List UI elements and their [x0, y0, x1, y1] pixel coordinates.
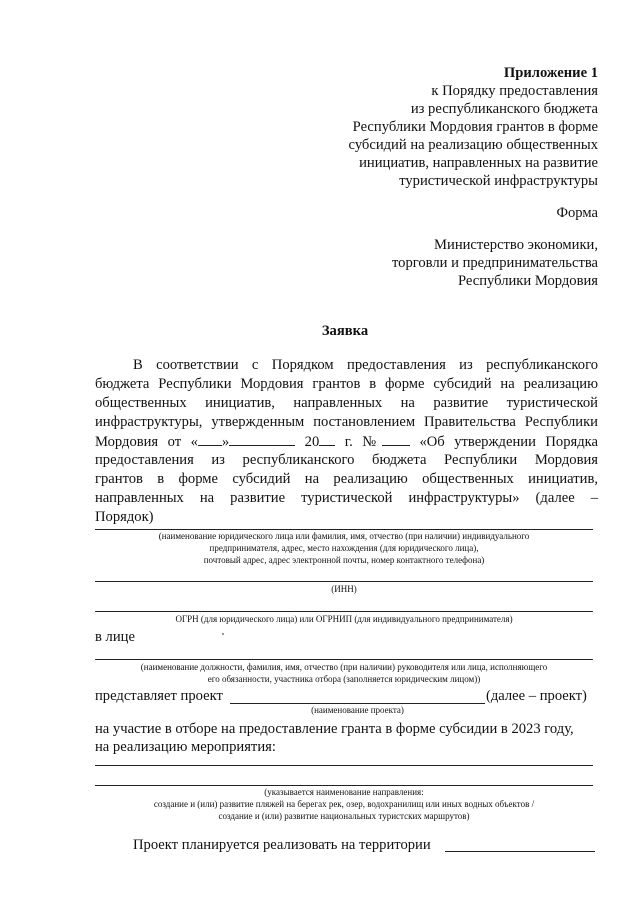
intro-number-label: г. №: [344, 434, 382, 450]
direction-caption: (указывается наименование направления:: [264, 787, 424, 797]
applicant-caption: почтовый адрес, адрес электронной почты, номер контактного телефона): [203, 555, 485, 565]
inn-caption: (ИНН): [331, 584, 357, 594]
addressee-line: торговли и предпринимательства: [391, 255, 598, 271]
intro-line: общественных инициатив, направленных на развитие туристической: [95, 395, 598, 411]
direction-caption: создание и (или) развитие пляжей на берегах рек, озер, водохранилищ или иных водных объектов /: [153, 799, 535, 809]
intro-year-prefix: 20: [304, 434, 320, 450]
project-caption: (наименование проекта): [311, 705, 404, 715]
intro-decree-title: «Об утверждении Порядка: [419, 434, 598, 450]
addressee-line: Министерство экономики,: [434, 237, 598, 253]
appendix-line: субсидий на реализацию общественных: [348, 137, 598, 153]
applicant-caption: предпринимателя, адрес, место нахождения (для юридического лица),: [209, 543, 479, 553]
month-blank[interactable]: [229, 432, 295, 446]
in-person-label: в лице: [95, 629, 135, 645]
intro-date-quote: »: [221, 434, 230, 450]
intro-line: В соответствии с Порядком предоставления из республиканского: [133, 357, 598, 373]
direction-caption: создание и (или) развитие национальных туристских маршрутов): [218, 811, 470, 821]
document-title: Заявка: [321, 323, 369, 339]
intro-line: предоставления из республиканского бюджета Республики Мордовия: [95, 452, 598, 468]
appendix-line: Республики Мордовия грантов в форме: [352, 119, 598, 135]
intro-date-prefix: Мордовия от «: [95, 434, 198, 450]
scan-speck: [222, 633, 224, 635]
representative-caption: (наименование должности, фамилия, имя, отчество (при наличии) руководителя или лица, исполняющего: [140, 662, 548, 672]
inn-field-line[interactable]: [95, 581, 593, 582]
year-blank[interactable]: [319, 432, 335, 446]
appendix-line: туристической инфраструктуры: [399, 173, 598, 189]
addressee-line: Республики Мордовия: [457, 273, 598, 289]
project-name-field-line[interactable]: [230, 703, 485, 704]
direction-field-line-1[interactable]: [95, 765, 593, 766]
selection-line: на участие в отборе на предоставление гранта в форме субсидии в 2023 году,: [95, 721, 574, 737]
appendix-line: инициатив, направленных на развитие: [359, 155, 598, 171]
applicant-caption: (наименование юридического лица или фамилия, имя, отчество (при наличии) индивидуального: [158, 531, 530, 541]
territory-label: Проект планируется реализовать на территории: [133, 837, 431, 853]
appendix-line: из республиканского бюджета: [410, 101, 598, 117]
number-blank[interactable]: [382, 432, 410, 446]
appendix-title: Приложение 1: [503, 65, 598, 81]
intro-line: направленных на развитие туристической инфраструктуры» (далее –: [95, 490, 598, 506]
representative-caption: его обязанности, участника отбора (заполняется юридическим лицом)): [207, 674, 481, 684]
intro-line: грантов в форме субсидий на реализацию общественных инициатив,: [95, 471, 598, 487]
hereinafter-project-label: (далее – проект): [486, 688, 587, 704]
day-blank[interactable]: [198, 432, 222, 446]
intro-line: бюджета Республики Мордовия грантов в форме субсидий на реализацию: [95, 376, 598, 392]
territory-field-line[interactable]: [445, 851, 595, 852]
intro-line: Порядок): [95, 509, 154, 525]
appendix-line: к Порядку предоставления: [431, 83, 598, 99]
ogrn-caption: ОГРН (для юридического лица) или ОГРНИП (для индивидуального предпринимателя): [175, 614, 513, 624]
form-label: Форма: [556, 205, 598, 221]
intro-line: инфраструктуры, утвержденным постановлением Правительства Республики: [95, 414, 598, 430]
selection-line: на реализацию мероприятия:: [95, 739, 276, 755]
representative-field-line[interactable]: [95, 659, 593, 660]
ogrn-field-line[interactable]: [95, 611, 593, 612]
intro-date-line: [95, 432, 598, 452]
direction-field-line-2[interactable]: [95, 785, 593, 786]
applicant-field-line[interactable]: [95, 529, 593, 530]
presents-project-label: представляет проект: [95, 688, 223, 704]
